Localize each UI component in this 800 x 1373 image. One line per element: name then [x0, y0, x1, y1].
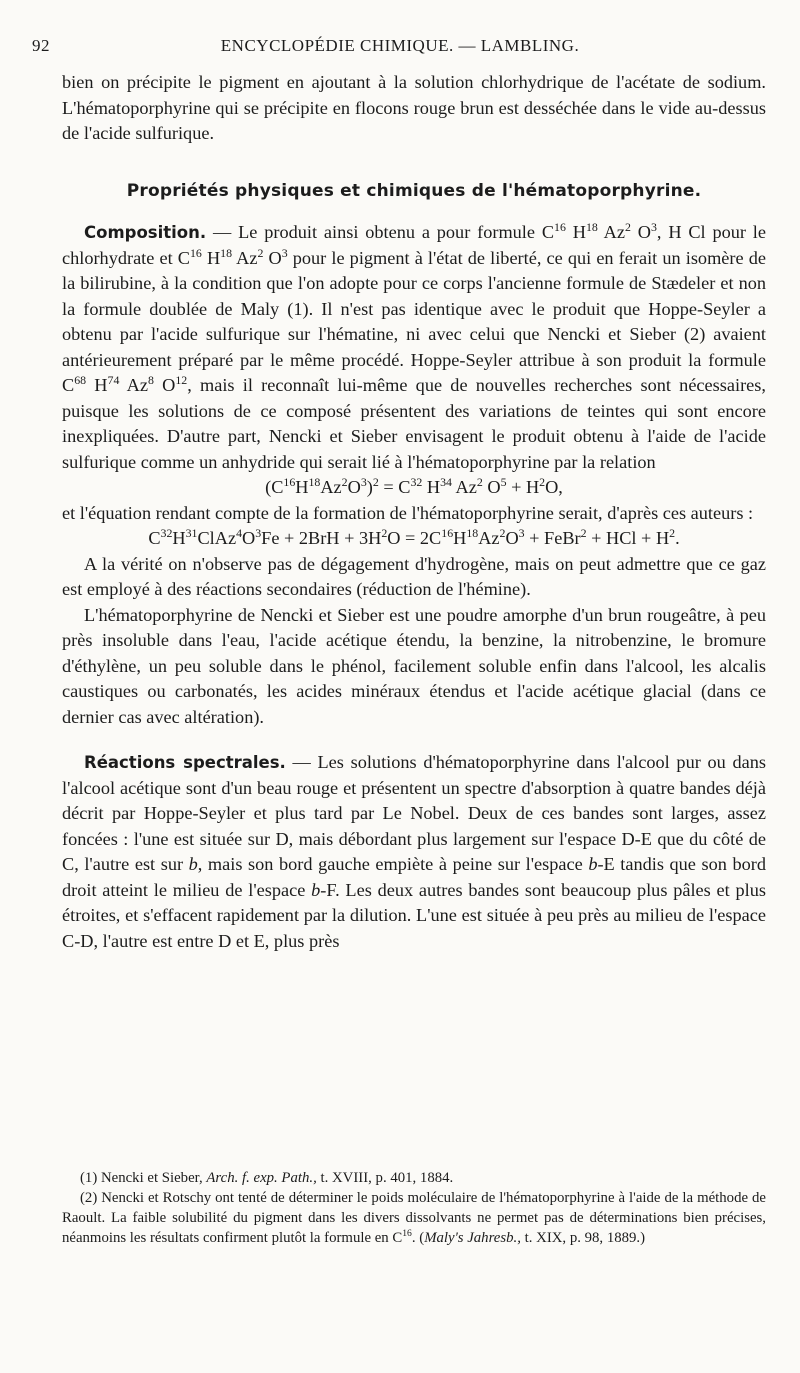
reactions-lead: Réactions spectrales.	[84, 753, 286, 772]
section-title: Propriétés physiques et chimiques de l'hématoporphyrine.	[126, 180, 702, 201]
running-title: ENCYCLOPÉDIE CHIMIQUE. — LAMBLING.	[220, 36, 580, 55]
footnote-2-journal: Maly's Jahresb.,	[424, 1230, 521, 1246]
footnote-1	[62, 1168, 766, 1188]
footnote-1-ref: t. XVIII, p. 401, 1884.	[320, 1170, 454, 1186]
paragraph-hydrogene: A la vérité on n'observe pas de dégagement d'hydrogène, mais on peut admettre que ce gaz est employé à des réactions secondaires (réduction de l'hémine).	[62, 553, 766, 599]
main-text	[62, 70, 766, 954]
footnote-1-author: (1) Nencki et Sieber,	[80, 1170, 203, 1186]
footnote-2-ref: t. XIX, p. 98, 1889.)	[524, 1230, 646, 1246]
equation-2: $C^{32}H^{31}ClAz^4O^3Fe + 2BrH + 3H^2O = 2C^{16}H^{18}Az^2O^3$ + FeBr$^2$ + HCl + $H^2$.	[148, 525, 680, 548]
paragraph-equation-intro: et l'équation rendant compte de la formation de l'hématoporphyrine serait, d'après ces auteurs :	[62, 502, 754, 523]
footnote-2-mid: . (	[411, 1230, 425, 1246]
footnote-2-text: (2) Nencki et Rotschy ont tenté de déterminer le poids moléculaire de l'hématoporphyrine à l'aide de la méthode de Raoult. La faible solubilité du pigment dans les divers dissolvants ne permet pas de déterminations bien précises, néanmoins les résultats confirment plutôt la formule en C	[62, 1190, 766, 1246]
paragraph-composition: Composition. — Le produit ainsi obtenu a pour formule $C^{16}$ $H^{18}$ Az$^2$ $O^3$, H Cl pour le chlorhydrate et $C^{16}$ $H^{18}$ Az$^2$ $O^3$ pour le pigment à l'état de liberté, ce qui en ferait un isomère de la bilirubine, à la condition que l'on adopte pour ce corps l'ancienne formule de Stædeler et non la formule doublée de Maly (1). Il n'est pas identique avec le produit que Hoppe-Seyler a obtenu par l'acide sulfurique sur l'hématine, ni avec celui que Nencki et Sieber (2) avaient antérieurement préparé par le même procédé. Hoppe-Seyler attribue à son produit la formule $C^{68}$ $H^{74}$ Az$^8$ $O^{12}$, mais il reconnaît lui-même que de nouvelles recherches sont nécessaires, puisque les solutions de ce composé présentent des variations de teintes qui sont encore inexpliquées. D'autre part, Nencki et Sieber envisagent le produit obtenu à l'aide de l'acide sulfurique comme un anhydride qui serait lié à l'hématoporphyrine par la relation	[62, 219, 766, 472]
footnotes	[62, 1168, 766, 1248]
paragraph-1: bien on précipite le pigment en ajoutant à la solution chlorhydrique de l'acétate de sodium. L'hématoporphyrine qui se précipite en flocons rouge brun est desséchée dans le vide au-dessus de l'acide sulfurique.	[62, 72, 766, 143]
page-number: 92	[32, 36, 50, 55]
footnote-2-sup: 16	[402, 1228, 412, 1240]
equation-1: $(C^{16}H^{18}Az^2O^3)^2 = C^{32}$ $H^{34}$ Az$^2$ $O^5 + H^2O$,	[265, 474, 563, 497]
paragraph-reactions: Réactions spectrales. — Les solutions d'hématoporphyrine dans l'alcool pur ou dans l'alcool acétique sont d'un beau rouge et présentent un spectre d'absorption à quatre bandes déjà décrit par Hoppe-Seyler et plus tard par Le Nobel. Deux de ces bandes sont larges, assez foncées : l'une est située sur D, mais débordant plus largement sur l'espace D-E que du côté de C, l'autre est sur b, mais son bord gauche empiète à peine sur l'espace b-E tandis que son bord droit atteint le milieu de l'espace b-F. Les deux autres bandes sont beaucoup plus pâles et plus étroites, et s'effacent rapidement par la dilution. L'une est située à peu près au milieu de l'espace C-D, l'autre est entre D et E, plus près	[62, 752, 766, 951]
composition-lead: Composition.	[84, 223, 207, 242]
paragraph-solubilite: L'hématoporphyrine de Nencki et Sieber est une poudre amorphe d'un brun rougeâtre, à peu près insoluble dans l'eau, l'acide acétique étendu, la benzine, la nitrobenzine, le bromure d'éthylène, un peu soluble dans le phénol, facilement soluble enfin dans l'alcool, les alcalis caustiques ou carbonatés, les acides minéraux étendus et l'acide acétique glacial (dans ce dernier cas avec altération).	[62, 604, 766, 727]
footnote-1-journal: Arch. f. exp. Path.,	[206, 1170, 317, 1186]
running-header	[32, 36, 768, 64]
footnote-2	[62, 1188, 766, 1248]
